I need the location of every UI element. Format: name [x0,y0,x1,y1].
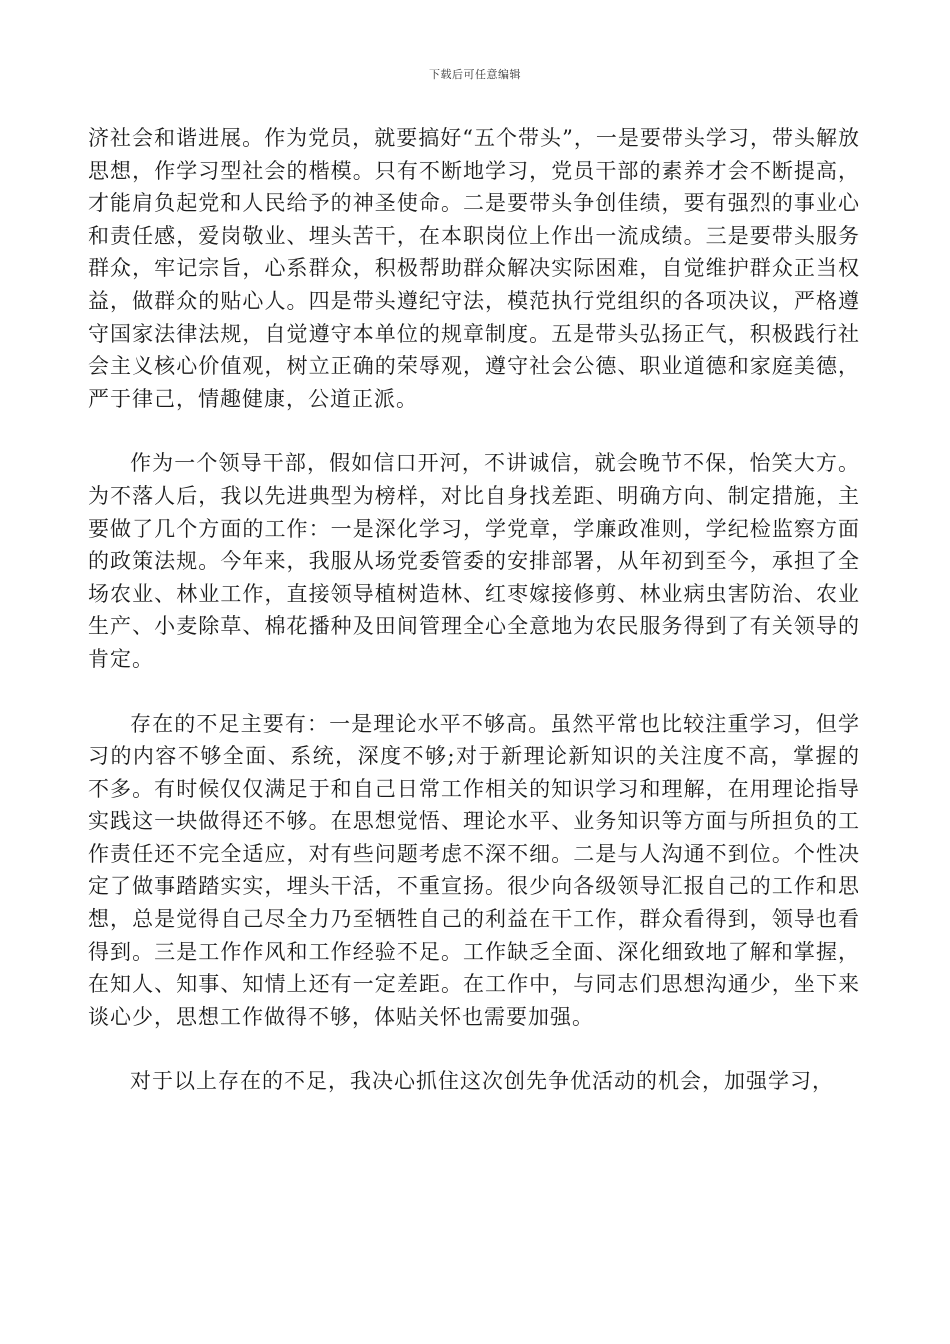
document-body [88,122,860,1098]
paragraph-continued: 济社会和谐进展。作为党员，就要搞好“五个带头”，一是要带头学习，带头解放思想，作学习型社会的楷模。只有不断地学习，党员干部的素养才会不断提高，才能肩负起党和人民给予的神圣使命。二是要带头争创佳绩，要有强烈的事业心和责任感，爱岗敬业、埋头苦干，在本职岗位上作出一流成绩。三是要带头服务群众，牢记宗旨，心系群众，积极帮助群众解决实际困难，自觉维护群众正当权益，做群众的贴心人。四是带头遵纪守法，模范执行党组织的各项决议，严格遵守国家法律法规，自觉遵守本单位的规章制度。五是带头弘扬正气，积极践行社会主义核心价值观，树立正确的荣辱观，遵守社会公德、职业道德和家庭美德，严于律己，情趣健康，公道正派。 [88,126,860,411]
paragraph-resolution: 对于以上存在的不足，我决心抓住这次创先争优活动的机会，加强学习， [130,1069,834,1094]
paragraph-shortcomings: 存在的不足主要有：一是理论水平不够高。虽然平常也比较注重学习，但学习的内容不够全面、系统，深度不够;对于新理论新知识的关注度不高，掌握的不多。有时候仅仅满足于和自己日常工作相关的知识学习和理解，在用理论指导实践这一块做得还不够。在思想觉悟、理论水平、业务知识等方面与所担负的工作责任还不完全适应，对有些问题考虑不深不细。二是与人沟通不到位。个性决定了做事踏踏实实，埋头干活，不重宣扬。很少向各级领导汇报自己的工作和思想，总是觉得自己尽全力乃至牺牲自己的利益在干工作，群众看得到，领导也看得到。三是工作作风和工作经验不足。工作缺乏全面、深化细致地了解和掌握，在知人、知事、知情上还有一定差距。在工作中，与同志们思想沟通少，坐下来谈心少，思想工作做得不够，体贴关怀也需要加强。 [88,711,860,1029]
paragraph-gap [88,415,860,447]
header-note: 下载后可任意编辑 [429,68,521,81]
paragraph-gap [88,676,860,708]
paragraph-gap [88,1033,860,1065]
paragraph-leadership: 作为一个领导干部，假如信口开河，不讲诚信，就会晚节不保，怡笑大方。为不落人后，我以先进典型为榜样，对比自身找差距、明确方向、制定措施，主要做了几个方面的工作：一是深化学习，学党章，学廉政准则，学纪检监察方面的政策法规。今年来，我服从场党委管委的安排部署，从年初到至今，承担了全场农业、林业工作，直接领导植树造林、红枣嫁接修剪、林业病虫害防治、农业生产、小麦除草、棉花播种及田间管理全心全意地为农民服务得到了有关领导的肯定。 [88,451,860,671]
